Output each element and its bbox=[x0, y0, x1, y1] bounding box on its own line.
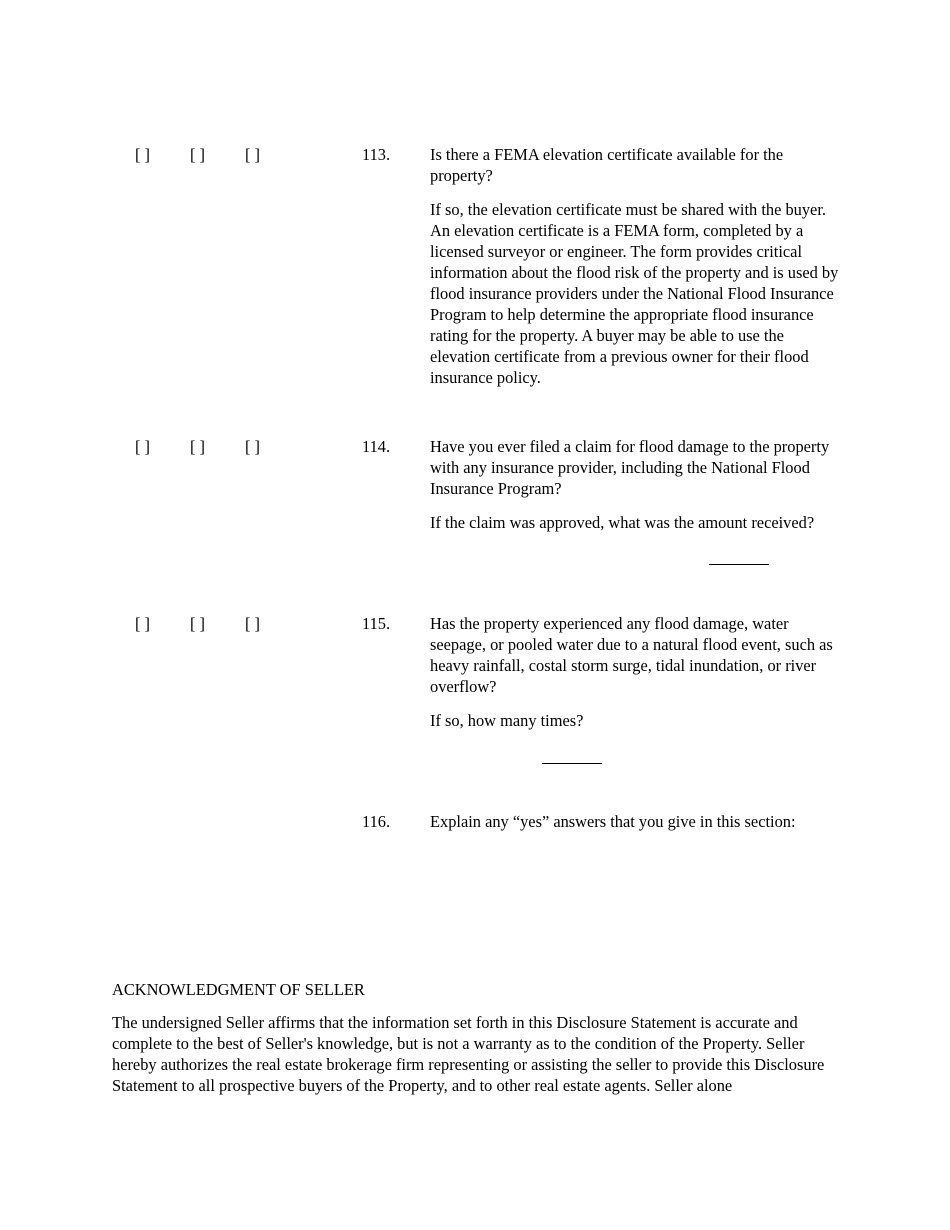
checkbox-114-1[interactable]: [ ] bbox=[135, 437, 151, 456]
question-detail: If so, the elevation certificate must be shared with the buyer. An elevation certificate is a FEMA form, completed by a licensed surveyor or engineer. The form provides critical information about the flood risk of the property and is used by flood insurance providers under the National Flood Insurance Program to help determine the appropriate flood insurance rating for the property. A buyer may be able to use the elevation certificate from a previous owner for their flood insurance policy. bbox=[430, 200, 839, 387]
checkbox-115-3[interactable]: [ ] bbox=[245, 614, 261, 633]
times-answer-line[interactable] bbox=[542, 763, 602, 764]
question-number: 116. bbox=[362, 812, 391, 831]
question-detail: If the claim was approved, what was the amount received? bbox=[430, 513, 815, 532]
question-detail: If so, how many times? bbox=[430, 711, 584, 730]
checkbox-113-2[interactable]: [ ] bbox=[190, 145, 206, 164]
checkbox-113-3[interactable]: [ ] bbox=[245, 145, 261, 164]
acknowledgment-body: The undersigned Seller affirms that the information set forth in this Disclosure Statement is accurate and complete to the best of Seller's knowledge, but is not a warranty as to the condition of the Property. Seller hereby authorizes the real estate brokerage firm representing or assisting the seller to provide this Disclosure Statement to all prospective buyers of the Property, and to other real estate agents. Seller alone bbox=[112, 1013, 825, 1095]
question-text: Explain any “yes” answers that you give in this section: bbox=[430, 812, 796, 831]
question-text: Have you ever filed a claim for flood damage to the property with any insurance provider, including the National Flood Insurance Program? bbox=[430, 437, 830, 498]
checkbox-113-1[interactable]: [ ] bbox=[135, 145, 151, 164]
question-number: 114. bbox=[362, 437, 391, 456]
checkbox-114-3[interactable]: [ ] bbox=[245, 437, 261, 456]
checkbox-115-2[interactable]: [ ] bbox=[190, 614, 206, 633]
checkbox-115-1[interactable]: [ ] bbox=[135, 614, 151, 633]
acknowledgment-heading: ACKNOWLEDGMENT OF SELLER bbox=[112, 980, 365, 999]
checkbox-114-2[interactable]: [ ] bbox=[190, 437, 206, 456]
question-number: 113. bbox=[362, 145, 391, 164]
question-number: 115. bbox=[362, 614, 391, 633]
amount-answer-line[interactable] bbox=[709, 564, 769, 565]
question-text: Has the property experienced any flood damage, water seepage, or pooled water due to a natural flood event, such as heavy rainfall, costal storm surge, tidal inundation, or river overflow? bbox=[430, 614, 833, 696]
question-text: Is there a FEMA elevation certificate available for the property? bbox=[430, 145, 784, 185]
